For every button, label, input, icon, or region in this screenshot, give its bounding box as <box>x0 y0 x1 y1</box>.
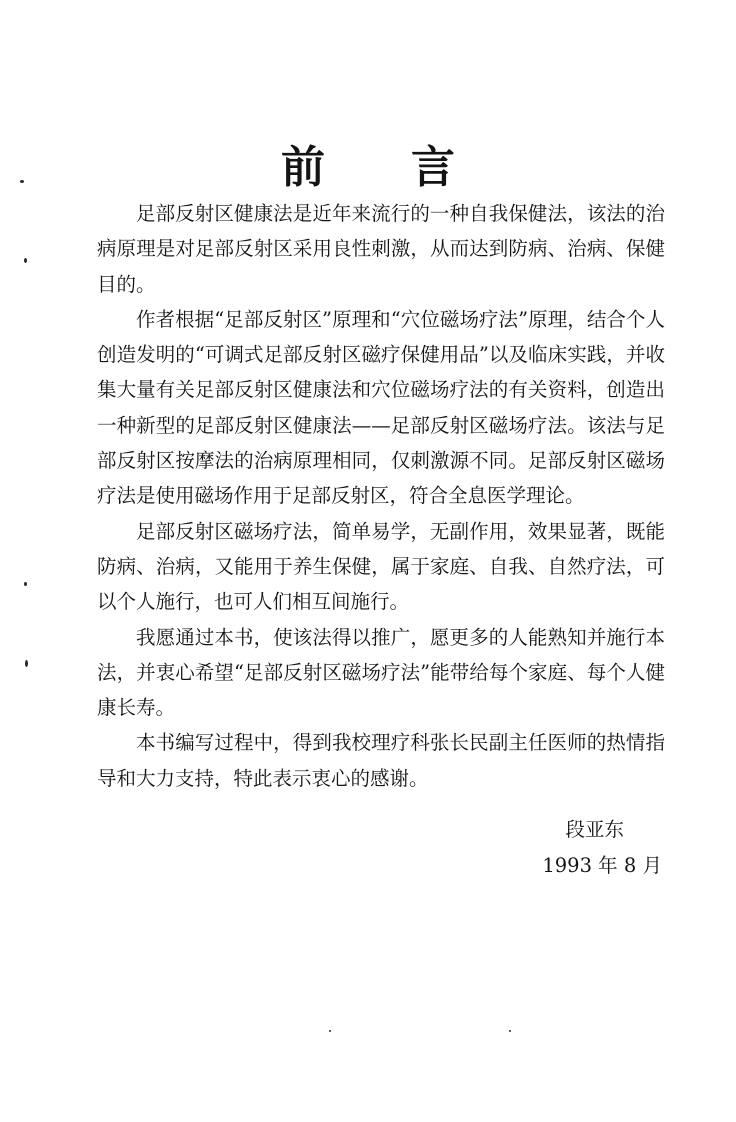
paragraph-benefits: 足部反射区磁场疗法，简单易学，无副作用，效果显著，既能防病、治病，又能用于养生保健，属于家庭、自我、自然疗法，可以个人施行，也可人们相互间施行。 <box>97 519 665 614</box>
preface-body <box>97 196 665 796</box>
scan-speck <box>25 660 28 667</box>
scan-speck <box>20 180 24 183</box>
signature-date: 1993 年 8 月 <box>542 854 662 877</box>
title-char-second: 言 <box>411 142 455 193</box>
author-name: 段亚东 <box>565 818 624 841</box>
scan-speck <box>24 582 27 586</box>
paragraph-wish: 我愿通过本书，使该法得以推广，愿更多的人能熟知并施行本法，并衷心希望“足部反射区磁场疗法”能带给每个家庭、每个人健康长寿。 <box>97 625 665 720</box>
title-char-first: 前 <box>281 142 325 193</box>
paragraph-method: 作者根据“足部反射区”原理和“穴位磁场疗法”原理，结合个人创造发明的“可调式足部反射区磁疗保健用品”以及临床实践，并收集大量有关足部反射区健康法和穴位磁场疗法的有关资料，创造出一种新型的足部反射区健康法——足部反射区磁场疗法。该法与足部反射区按摩法的治病原理相同，仅刺激源不同。足部反射区磁场疗法是使用磁场作用于足部反射区，符合全息医学理论。 <box>97 307 665 508</box>
scan-speck <box>24 258 27 263</box>
paragraph-thanks: 本书编写过程中，得到我校理疗科张长民副主任医师的热情指导和大力支持，特此表示衷心的感谢。 <box>97 731 665 790</box>
signature-block <box>542 812 662 884</box>
page-title <box>0 138 736 198</box>
paragraph-intro: 足部反射区健康法是近年来流行的一种自我保健法，该法的治病原理是对足部反射区采用良性刺激，从而达到防病、治病、保健目的。 <box>97 202 665 296</box>
scan-speck <box>509 1030 511 1032</box>
scan-speck <box>329 1030 331 1032</box>
